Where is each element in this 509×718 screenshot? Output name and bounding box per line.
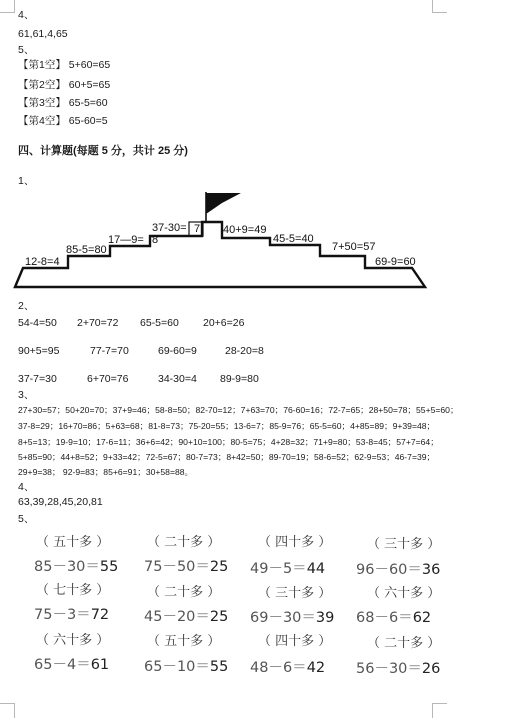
equation-expr: 75－3＝ bbox=[34, 607, 91, 623]
blank-value: 5+60=65 bbox=[68, 59, 111, 71]
blank-tag: 【第2空】 bbox=[18, 79, 66, 91]
q2-item: 28-20=8 bbox=[225, 345, 264, 357]
blank-3 bbox=[18, 97, 108, 109]
stair-answer: 7 bbox=[194, 223, 201, 235]
q4-answer: 63,39,28,45,20,81 bbox=[18, 496, 103, 508]
equation-expr: 45－20＝ bbox=[144, 609, 210, 625]
range-label: （ 四十多 ） bbox=[258, 535, 332, 550]
stair-label: 37-30= bbox=[152, 222, 187, 234]
stair-label: 17—9= bbox=[108, 234, 144, 246]
q2-item: 89-9=80 bbox=[220, 373, 259, 385]
estimate-equation bbox=[144, 605, 228, 626]
q3-line: 8+5=13；19-9=10；17-6=11；36+6=42；90+10=100；80-5=75；4+28=32；71+9=80；53-8=45；57+7=64； bbox=[18, 437, 439, 447]
estimate-equation bbox=[144, 555, 228, 576]
equation-answer: 55 bbox=[99, 559, 119, 575]
equation-expr: 65－10＝ bbox=[144, 659, 210, 675]
estimate-equation bbox=[144, 655, 228, 676]
range-label: （ 五十多 ） bbox=[36, 535, 110, 550]
stairs-outline bbox=[15, 222, 425, 287]
equation-expr: 56－30＝ bbox=[356, 661, 422, 677]
equation-answer: 36 bbox=[421, 562, 441, 578]
estimate-equation bbox=[34, 653, 109, 674]
range-label: （ 六十多 ） bbox=[36, 633, 110, 648]
equation-expr: 48－6＝ bbox=[250, 660, 307, 676]
crop-mark-top-left bbox=[0, 0, 15, 13]
range-label: （ 六十多 ） bbox=[367, 586, 441, 601]
q2-item: 69-60=9 bbox=[158, 345, 197, 357]
q2-item: 37-7=30 bbox=[18, 373, 57, 385]
q2-item: 77-7=70 bbox=[90, 345, 129, 357]
range-label: （ 三十多 ） bbox=[367, 537, 441, 552]
blank-tag: 【第3空】 bbox=[18, 97, 66, 109]
range-label: （ 三十多 ） bbox=[258, 586, 332, 601]
blank-tag: 【第4空】 bbox=[18, 115, 66, 127]
equation-answer: 44 bbox=[306, 561, 326, 577]
equation-answer: 26 bbox=[421, 661, 441, 677]
equation-answer: 55 bbox=[209, 659, 229, 675]
blank-2 bbox=[18, 79, 110, 91]
stair-label: 45-5=40 bbox=[273, 233, 314, 245]
equation-expr: 49－5＝ bbox=[250, 561, 307, 577]
estimate-equation bbox=[250, 606, 334, 627]
equation-answer: 25 bbox=[209, 559, 229, 575]
equation-expr: 85－30＝ bbox=[34, 559, 100, 575]
equation-expr: 68－6＝ bbox=[356, 610, 413, 626]
equation-answer: 72 bbox=[90, 607, 110, 623]
range-label: （ 二十多 ） bbox=[147, 535, 221, 550]
equation-answer: 39 bbox=[315, 610, 335, 626]
stair-label: 85-5=80 bbox=[66, 244, 107, 256]
equation-answer: 62 bbox=[412, 610, 432, 626]
flag-shape bbox=[206, 193, 241, 214]
blank-value: 65-5=60 bbox=[68, 97, 108, 109]
range-label: （ 四十多 ） bbox=[258, 634, 332, 649]
estimate-equation bbox=[34, 603, 109, 624]
equation-expr: 96－60＝ bbox=[356, 562, 422, 578]
equation-answer: 25 bbox=[209, 609, 229, 625]
section-4-title: 四、计算题(每题 5 分，共计 25 分) bbox=[18, 145, 188, 157]
q3-line: 5+85=90；44+8=52；9+33=42；72-5=67；80-7=73；8+42=50；89-70=19；58-6=52；62-9=53；46-7=39； bbox=[18, 452, 436, 462]
estimate-equation bbox=[356, 558, 440, 579]
stair-label: 12-8=4 bbox=[25, 256, 60, 268]
range-label: （ 二十多 ） bbox=[147, 585, 221, 600]
q4-label: 4、 bbox=[18, 481, 35, 493]
q3-line: 37-8=29；16+70=86；5+63=68；81-8=73；75-20=55；13-6=7；85-9=76；65-5=60；4+85=89；9+39=48； bbox=[18, 421, 436, 431]
q5-label: 5、 bbox=[18, 513, 35, 525]
range-label: （ 五十多 ） bbox=[147, 634, 221, 649]
question-4-answer: 61,61,4,65 bbox=[18, 28, 68, 40]
stair-answer: 8 bbox=[152, 234, 159, 246]
estimate-equation bbox=[250, 557, 325, 578]
estimate-equation bbox=[356, 606, 431, 627]
equation-answer: 42 bbox=[306, 660, 326, 676]
blank-value: 65-60=5 bbox=[68, 115, 108, 127]
equation-expr: 69－30＝ bbox=[250, 610, 316, 626]
q2-item: 6+70=76 bbox=[87, 373, 129, 385]
q2-label: 2、 bbox=[18, 300, 35, 312]
q2-item: 2+70=72 bbox=[77, 317, 119, 329]
q1-label: 1、 bbox=[18, 175, 35, 187]
equation-expr: 65－4＝ bbox=[34, 657, 91, 673]
blank-4 bbox=[18, 115, 108, 127]
range-label: （ 七十多 ） bbox=[36, 583, 110, 598]
flag-box bbox=[189, 222, 203, 236]
question-4-label: 4、 bbox=[18, 9, 35, 21]
q3-line: 29+9=38； 92-9=83；85+6=91；30+58=88。 bbox=[18, 467, 194, 477]
q2-item: 34-30=4 bbox=[158, 373, 197, 385]
stair-label: 40+9=49 bbox=[223, 224, 267, 236]
equation-expr: 75－50＝ bbox=[144, 559, 210, 575]
q3-label: 3、 bbox=[18, 389, 35, 401]
blank-tag: 【第1空】 bbox=[18, 59, 66, 71]
q2-item: 65-5=60 bbox=[140, 317, 179, 329]
q2-item: 90+5=95 bbox=[18, 345, 60, 357]
question-5-label: 5、 bbox=[18, 44, 35, 56]
blank-1 bbox=[18, 59, 110, 71]
estimate-equation bbox=[356, 657, 440, 678]
crop-mark-top-right bbox=[432, 0, 447, 13]
q2-item: 20+6=26 bbox=[203, 317, 245, 329]
estimate-equation bbox=[250, 656, 325, 677]
estimate-equation bbox=[34, 555, 118, 576]
range-label: （ 二十多 ） bbox=[367, 636, 441, 651]
stair-label: 69-9=60 bbox=[375, 256, 416, 268]
stair-label: 7+50=57 bbox=[332, 241, 376, 253]
q3-line: 27+30=57；50+20=70；37+9=46；58-8=50；82-70=12；7+63=70；76-60=16；72-7=65；28+50=78；55+5=60； bbox=[18, 405, 459, 415]
equation-answer: 61 bbox=[90, 657, 110, 673]
q2-item: 54-4=50 bbox=[18, 317, 57, 329]
blank-value: 60+5=65 bbox=[68, 79, 111, 91]
